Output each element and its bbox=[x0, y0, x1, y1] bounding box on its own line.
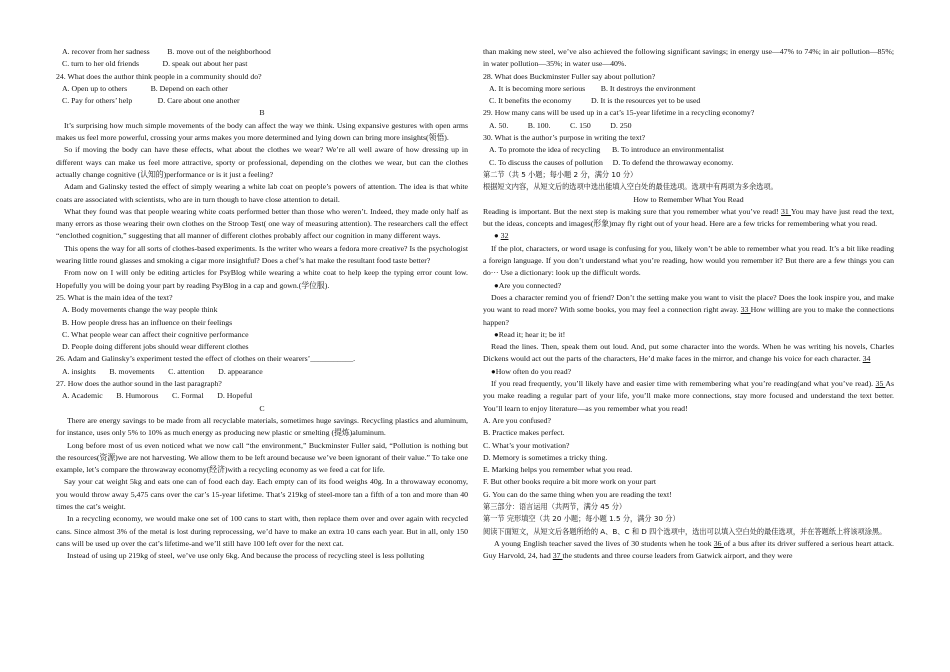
passage-b-paragraph: What they found was that people wearing white coats performed better than those who weren’t. Indeed, they made only half as many errors as those wearing their own clothes on the Stroop Test( one way of measuring attention). The researchers call the effect “enclothed cognition,” suggesting that all manner of different clothes probably affect our cognition in many different ways. bbox=[56, 206, 468, 241]
passage-c-paragraph: There are energy savings to be made from all recyclable materials, sometimes huge savings. Recycling plastics and aluminum, for instance, uses only 5% to 10% as much energy as producing new plastic or smelting (提炼)aluminum. bbox=[56, 415, 468, 438]
q28-question: 28. What does Buckminster Fuller say about pollution? bbox=[483, 71, 656, 81]
bullet-read: ●Read it; hear it; be it! bbox=[494, 329, 566, 339]
q30-question: 30. What is the author’s purpose in writing the text? bbox=[483, 133, 646, 143]
passage-c-heading: C bbox=[259, 403, 265, 413]
choice-e: E. Marking helps you remember what you read. bbox=[483, 465, 633, 475]
q30-options-2: C. To discuss the causes of pollution D. To defend the throwaway economy. bbox=[489, 157, 734, 167]
passage-paragraph: If the plot, characters, or word usage is confusing for you, likely won’t be able to remember what you read. It’s a bit like reading a foreign language. If you don’t understand what you’re reading, how would you remember it? But there are a few things you can do··· Use a dictionary: look up the difficult words. bbox=[483, 243, 894, 278]
blank-32: 32 bbox=[500, 231, 509, 241]
passage-text: Read the lines. Then, speak them out loud. And, put some character into the words. When he was writing his novels, Charles Dickens would act out the parts of the characters, He’d make faces in the mirror, and change his voice for each character. bbox=[483, 342, 894, 364]
choice-b: B. Practice makes perfect. bbox=[483, 428, 565, 438]
passage-text: You may have just read the text, but the ideas, concepts and images(形象)may fly right out of your head. Here are a few tricks for remembering what you read. bbox=[483, 206, 894, 229]
passage-c-paragraph: Instead of using up 219kg of steel, we’ve use only 6kg. And because the process of recycling steel is less polluting bbox=[67, 551, 425, 561]
blank-33: 33 bbox=[740, 305, 751, 315]
passage-text: the students and three course leaders from Gatwick airport, and they were bbox=[562, 551, 793, 561]
choice-c: C. What’s your motivation? bbox=[483, 440, 570, 450]
bullet-connected: ●Are you connected? bbox=[494, 280, 562, 290]
q26-question: 26. Adam and Galinsky’s experiment tested the effect of clothes on their wearers’___________. bbox=[56, 354, 356, 364]
cloze-paragraph bbox=[483, 538, 894, 563]
q23-options-1: A. recover from her sadness B. move out of the neighborhood bbox=[62, 47, 271, 56]
passage-c-paragraph: Say your cat weight 5kg and eats one can of food each day. Each empty can of its food weighs 40g. In a throwaway economy, you would throw away 5,475 cans over the car’s 15-year lifetime. That’s 219kg of steel-more tan a fifth of a ton and more than 40 times the cat’s weight. bbox=[56, 477, 468, 511]
choice-f: F. But other books require a bit more work on your part bbox=[483, 477, 657, 487]
passage-b-paragraph: It’s surprising how much simple movements of the body can affect the way we think. Using expansive gestures with open arms makes us feel more powerful, crossing your arms makes you more determined and lying down can bring more insights(领悟). bbox=[56, 120, 468, 143]
passage-paragraph bbox=[483, 206, 894, 231]
q25-option-b: B. How people dress has an influence on their feelings bbox=[62, 317, 233, 327]
passage-text: Reading is important. But the next step is making sure that you remember what you’ve read! bbox=[483, 206, 782, 216]
bullet-often: ●How often do you read? bbox=[491, 366, 572, 376]
part-3-instructions: 阅读下面短文，从短文后各题所给的 A、B、C 和 D 四个选项中，选出可以填入空白处的最佳选项，并在答题纸上将该项涂黑。 bbox=[483, 526, 887, 536]
q25-question: 25. What is the main idea of the text? bbox=[56, 292, 173, 302]
q23-options-2: C. turn to her old friends D. speak out about her past bbox=[62, 59, 248, 69]
passage-text: As you make reading a regular part of your life, you’ll make more connections, stay more focused and understand the text better. You’ll learn to enjoy literature—as you remember what you read! bbox=[483, 379, 894, 413]
q24-options-1: A. Open up to others B. Depend on each other bbox=[62, 83, 228, 93]
passage-title: How to Remember What You Read bbox=[633, 194, 744, 204]
passage-paragraph bbox=[483, 341, 894, 366]
blank-31: 31 bbox=[781, 206, 791, 216]
passage-b-heading: B bbox=[259, 108, 265, 118]
passage-c-paragraph: Long before most of us even noticed what we now call “the environment,” Buckminster Fuller said, “Pollution is nothing but the resources(资源)we are not harvesting. We allow them to be left around because we’ve been ignorant of their value.” To take one example, let’s compare the throwaway economy(经济)with a recycling economy as we feed a cat for life. bbox=[56, 440, 468, 475]
blank-37: 37 bbox=[552, 551, 563, 561]
blank-34: 34 bbox=[862, 354, 871, 364]
q26-options: A. insights B. movements C. attention D. appearance bbox=[62, 366, 263, 376]
q25-option-c: C. What people wear can affect their cognitive performance bbox=[62, 329, 249, 339]
section-2-title: 第二节（共 5 小题；每小题 2 分，满分 10 分） bbox=[483, 169, 638, 179]
left-column bbox=[56, 46, 468, 562]
bullet-icon: ● bbox=[494, 231, 501, 241]
passage-paragraph bbox=[483, 292, 894, 329]
q28-options-2: C. It benefits the economy D. It is the resources yet to be used bbox=[489, 96, 701, 106]
passage-c-paragraph: In a recycling economy, we would make one set of 100 cans to start with, then replace them over and over again with recycled cans. Since almost 3% of the metal is lost during reprocessing, we’d have to make an extra 10 cans each year. But in all, only 150 cans will be used up over the cat’s lifetime-and we’ll still have 100 left over for the next cat. bbox=[56, 514, 468, 548]
passage-c-paragraph-continued: than making new steel, we’ve also achieved the following significant savings; in energy use—47% to 74%; in air pollution—85%; in water pollution—35%; in water use—40%. bbox=[483, 47, 894, 69]
choice-d: D. Memory is sometimes a tricky thing. bbox=[483, 452, 608, 462]
q28-options-1: A. It is becoming more serious B. It destroys the environment bbox=[489, 83, 696, 93]
passage-b-paragraph: From now on I will only be editing articles for PsyBlog while wearing a white coat to help keep the typing error count low. Hopefully you will be doing your part by reading PsyBlog in a cap and gown.(学位服). bbox=[56, 268, 468, 290]
choice-g: G. You can do the same thing when you are reading the text! bbox=[483, 489, 672, 499]
passage-b-paragraph: So if moving the body can have these effects, what about the clothes we wear? We’re all well aware of how dressing up in different ways can make us feel more attractive, sporty or professional, depending on the clothes we wear, but can the clothes actually change cognitive (认知的)performance or is it just a feeling? bbox=[56, 145, 468, 179]
blank-36: 36 bbox=[713, 538, 724, 548]
passage-text: of a bus after its driver suffered a serious heart attack. Guy Harvold, 24, had bbox=[483, 538, 895, 561]
section-2-instructions: 根据短文内容，从短文后的选项中选出能填入空白处的最佳选项。选项中有两项为多余选项。 bbox=[483, 182, 778, 192]
q29-options: A. 50. B. 100. C. 150 D. 250 bbox=[489, 120, 632, 130]
q29-question: 29. How many cans will be used up in a cat’s 15-year lifetime in a recycling economy? bbox=[483, 108, 755, 118]
passage-text: A young English teacher saved the lives of 30 students when he took bbox=[494, 538, 714, 548]
blank-35: 35 bbox=[875, 379, 886, 389]
passage-b-paragraph: Adam and Galinsky tested the effect of simply wearing a white lab coat on people’s powers of attention. The idea is that white coats are associated with scientists, who are in turn though to have close attention to detail. bbox=[56, 182, 468, 204]
passage-text: How willing are you to make the connections happen? bbox=[483, 305, 895, 327]
q25-option-a: A. Body movements change the way people think bbox=[62, 305, 218, 315]
right-column bbox=[483, 46, 894, 562]
passage-text: Does a character remind you of friend? Don’t the setting make you want to visit the place? Does the look inspire you, and make you want to read more? With some books, you may feel a connection right away. bbox=[483, 292, 894, 315]
q30-options-1: A. To promote the idea of recycling B. To introduce an environmentalist bbox=[489, 145, 725, 155]
q24-question: 24. What does the author think people in a community should do? bbox=[56, 71, 262, 81]
part-3-title: 第三部分：语言运用（共两节，满分 45 分） bbox=[483, 501, 627, 511]
q25-option-d: D. People doing different jobs should wear different clothes bbox=[62, 342, 249, 352]
passage-text: If you read frequently, you’ll likely have and easier time with remembering what you’re reading(and what you’ve read). bbox=[491, 379, 876, 389]
q24-options-2: C. Pay for others’ help D. Care about one another bbox=[62, 96, 240, 106]
passage-b-paragraph: This opens the way for all sorts of clothes-based experiments. Is the writer who wears a fedora more creative? Is the psychologist wearing little round glasses and smoking a cigar more insightful? Does a chef’s hat make the resultant food taste better? bbox=[56, 243, 468, 266]
part-3-section-1-title: 第一节 完形填空（共 20 小题；每小题 1.5 分，满分 30 分） bbox=[483, 514, 680, 524]
bullet-32 bbox=[483, 230, 894, 242]
choice-a: A. Are you confused? bbox=[483, 415, 551, 425]
q27-question: 27. How does the author sound in the last paragraph? bbox=[56, 379, 222, 389]
q27-options: A. Academic B. Humorous C. Formal D. Hopeful bbox=[62, 391, 253, 401]
passage-paragraph bbox=[483, 378, 894, 415]
